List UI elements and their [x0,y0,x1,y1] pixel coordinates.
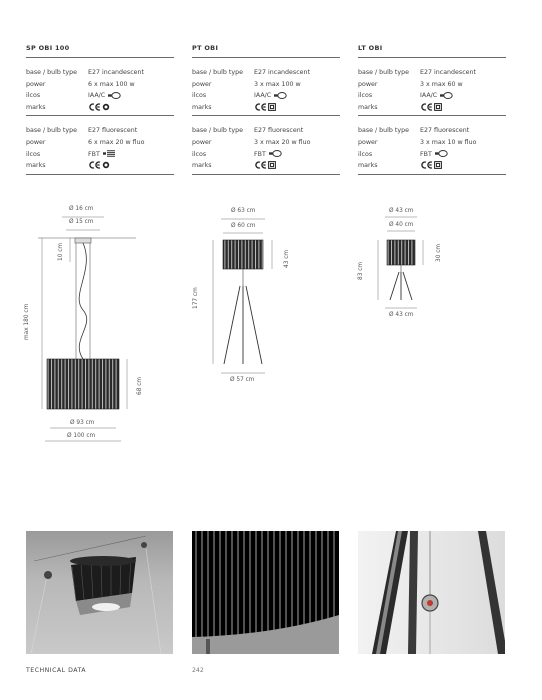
tripod-detail-art [358,531,505,654]
footer-section-label: TECHNICAL DATA [26,667,87,674]
spec-value: 6 x max 100 w [88,80,135,88]
spec-label: power [358,80,378,88]
pt-dim-43cm: 43 cm [284,249,290,268]
lt-obi-drawing [378,217,423,308]
sp-dim-d93: Ø 93 cm [70,420,95,426]
spec-value-text: FBT [254,150,266,158]
spec-label: ilcos [358,92,373,100]
spec-value: E27 fluorescent [88,127,138,135]
suspension-photo-art [26,531,173,654]
spec-label: base / bulb type [358,127,409,135]
spec-label: ilcos [192,92,207,100]
spec-value-text: FBT [88,150,100,158]
spec-label: marks [358,103,378,111]
spec-value: E27 fluorescent [420,127,470,135]
sp-dim-d16: Ø 16 cm [69,206,94,212]
spec-label: power [192,80,212,88]
spec-label: power [358,138,378,146]
column-title: PT OBI [192,44,219,52]
column-title: SP OBI 100 [26,44,70,52]
spec-label: ilcos [26,150,41,158]
sp-dim-d15: Ø 15 cm [69,219,94,225]
sp-obi-drawing [38,217,136,441]
pt-dim-177cm: 177 cm [193,287,199,309]
pt-obi-drawing [213,219,272,373]
spec-value: 3 x max 60 w [420,80,463,88]
spec-value: E27 incandescent [254,69,310,76]
spec-value-text: IAA/C [88,92,106,100]
page-number: 242 [192,667,204,674]
spec-label: power [26,138,46,146]
spec-label: ilcos [358,150,373,158]
spec-value: E27 incandescent [420,69,476,76]
lt-dim-d43: Ø 43 cm [389,208,414,214]
column-title: LT OBI [358,44,383,52]
spec-label: base / bulb type [26,69,77,76]
sp-dim-68cm: 68 cm [137,376,143,395]
lt-dim-d40: Ø 40 cm [389,222,414,228]
spec-label: marks [192,162,212,170]
spec-value-text: IAA/C [254,92,272,100]
photo-shade-detail [192,531,339,654]
spec-label: base / bulb type [26,127,77,135]
spec-label: base / bulb type [192,69,243,76]
spec-label: power [26,80,46,88]
spec-value: E27 fluorescent [254,127,304,135]
sp-dim-10cm: 10 cm [58,242,64,261]
photo-tripod-detail [358,531,505,654]
spec-label: marks [192,103,212,111]
spec-label: marks [26,103,46,111]
spec-value-text: IAA/C [420,92,438,100]
spec-value: E27 incandescent [88,69,144,76]
spec-value: 3 x max 10 w fluo [420,138,477,146]
pt-dim-d63: Ø 63 cm [231,208,256,214]
spec-label: marks [26,162,46,170]
lt-dim-83cm: 83 cm [358,261,364,280]
lt-dim-30cm: 30 cm [436,243,442,262]
spec-label: ilcos [192,150,207,158]
spec-value: 3 x max 20 w fluo [254,138,311,146]
lt-dim-d43-base: Ø 43 cm [389,312,414,318]
spec-value-text: FBT [420,150,432,158]
spec-label: ilcos [26,92,41,100]
sp-dim-d100: Ø 100 cm [67,433,96,439]
spec-value: 6 x max 20 w fluo [88,138,145,146]
shade-detail-art [192,531,339,654]
spec-label: base / bulb type [358,69,409,76]
sp-dim-max180: max 180 cm [24,303,30,340]
photo-suspension-lamp [26,531,173,654]
spec-value: 3 x max 100 w [254,80,301,88]
spec-label: power [192,138,212,146]
spec-label: base / bulb type [192,127,243,135]
pt-dim-d57: Ø 57 cm [230,377,255,383]
pt-dim-d60: Ø 60 cm [231,223,256,229]
spec-label: marks [358,162,378,170]
